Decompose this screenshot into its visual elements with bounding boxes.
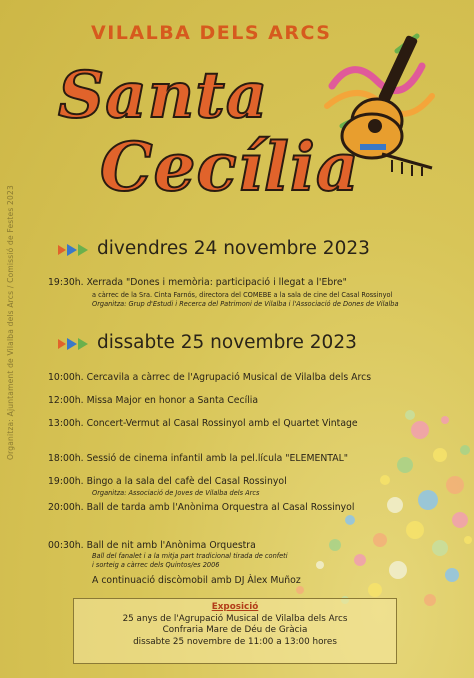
event-row <box>48 372 371 383</box>
exhibition-box <box>73 598 397 664</box>
event-note: a càrrec de la Sra. Cinta Farnós, directora del COMEBE a la sala de cine del Casal Rossinyol <box>92 291 393 299</box>
event-time: 19:00h. <box>48 476 84 487</box>
event-text: Cercavila a càrrec de l'Agrupació Musical de Vilalba dels Arcs <box>86 372 372 383</box>
event-row <box>48 277 347 288</box>
event-text: Sessió de cinema infantil amb la pel.lícula "ELEMENTAL" <box>86 453 349 464</box>
event-note: Ball del fanalet i a la mitja part tradicional tirada de confeti <box>92 552 288 560</box>
event-text: Xerrada "Dones i memòria: participació i llegat a l'Ebre" <box>86 277 347 288</box>
event-note: i sorteig a càrrec dels Quintos/es 2006 <box>92 561 220 569</box>
day2-heading: dissabte 25 novembre 2023 <box>97 332 357 353</box>
event-text: Concert-Vermut al Casal Rossinyol amb el Quartet Vintage <box>86 418 358 429</box>
event-time: 18:00h. <box>48 453 84 464</box>
event-text: Ball de nit amb l'Anònima Orquestra <box>86 540 256 551</box>
event-time: 20:00h. <box>48 502 84 513</box>
event-time: 00:30h. <box>48 540 84 551</box>
event-time: 10:00h. <box>48 372 84 383</box>
title-santa: Santa <box>58 58 269 133</box>
arrows-icon <box>58 337 94 351</box>
title-cecilia: Cecília <box>100 128 360 206</box>
event-text: Ball de tarda amb l'Anònima Orquestra al Casal Rossinyol <box>86 502 355 513</box>
event-row <box>48 476 287 487</box>
organizer-side-text: Organitza: Ajuntament de Vilalba dels Arcs / Comissió de Festes 2023 <box>6 185 15 460</box>
event-text: Missa Major en honor a Santa Cecília <box>86 395 259 406</box>
exhibition-line: 25 anys de l'Agrupació Musical de Vilalba dels Arcs <box>122 613 348 624</box>
exhibition-line: Confraria Mare de Déu de Gràcia <box>162 625 308 635</box>
event-time: 12:00h. <box>48 395 84 406</box>
event-row <box>48 418 358 429</box>
event-text: Bingo a la sala del cafè del Casal Rossinyol <box>86 476 287 487</box>
event-note-italic: Organitza: Grup d'Estudi i Recerca del Patrimoni de Vilalba i l'Associació de Dones de Vilalba <box>92 300 399 308</box>
event-time: 19:30h. <box>48 277 84 288</box>
event-row <box>48 540 256 551</box>
exhibition-line: dissabte 25 novembre de 11:00 a 13:00 hores <box>133 636 337 647</box>
exhibition-heading: Exposició <box>211 602 259 612</box>
arrows-icon <box>58 243 94 257</box>
day1-heading: divendres 24 novembre 2023 <box>97 238 370 259</box>
event-note <box>92 300 399 308</box>
event-time: 13:00h. <box>48 418 84 429</box>
disco-announcement: A continuació discòmobil amb DJ Àlex Muñoz <box>92 575 301 586</box>
event-row <box>48 453 348 464</box>
event-row <box>48 395 258 406</box>
event-row <box>48 502 354 513</box>
town-name: VILALBA DELS ARCS <box>91 22 332 44</box>
event-note: Organitza: Associació de Joves de Vilalba dels Arcs <box>92 489 260 497</box>
